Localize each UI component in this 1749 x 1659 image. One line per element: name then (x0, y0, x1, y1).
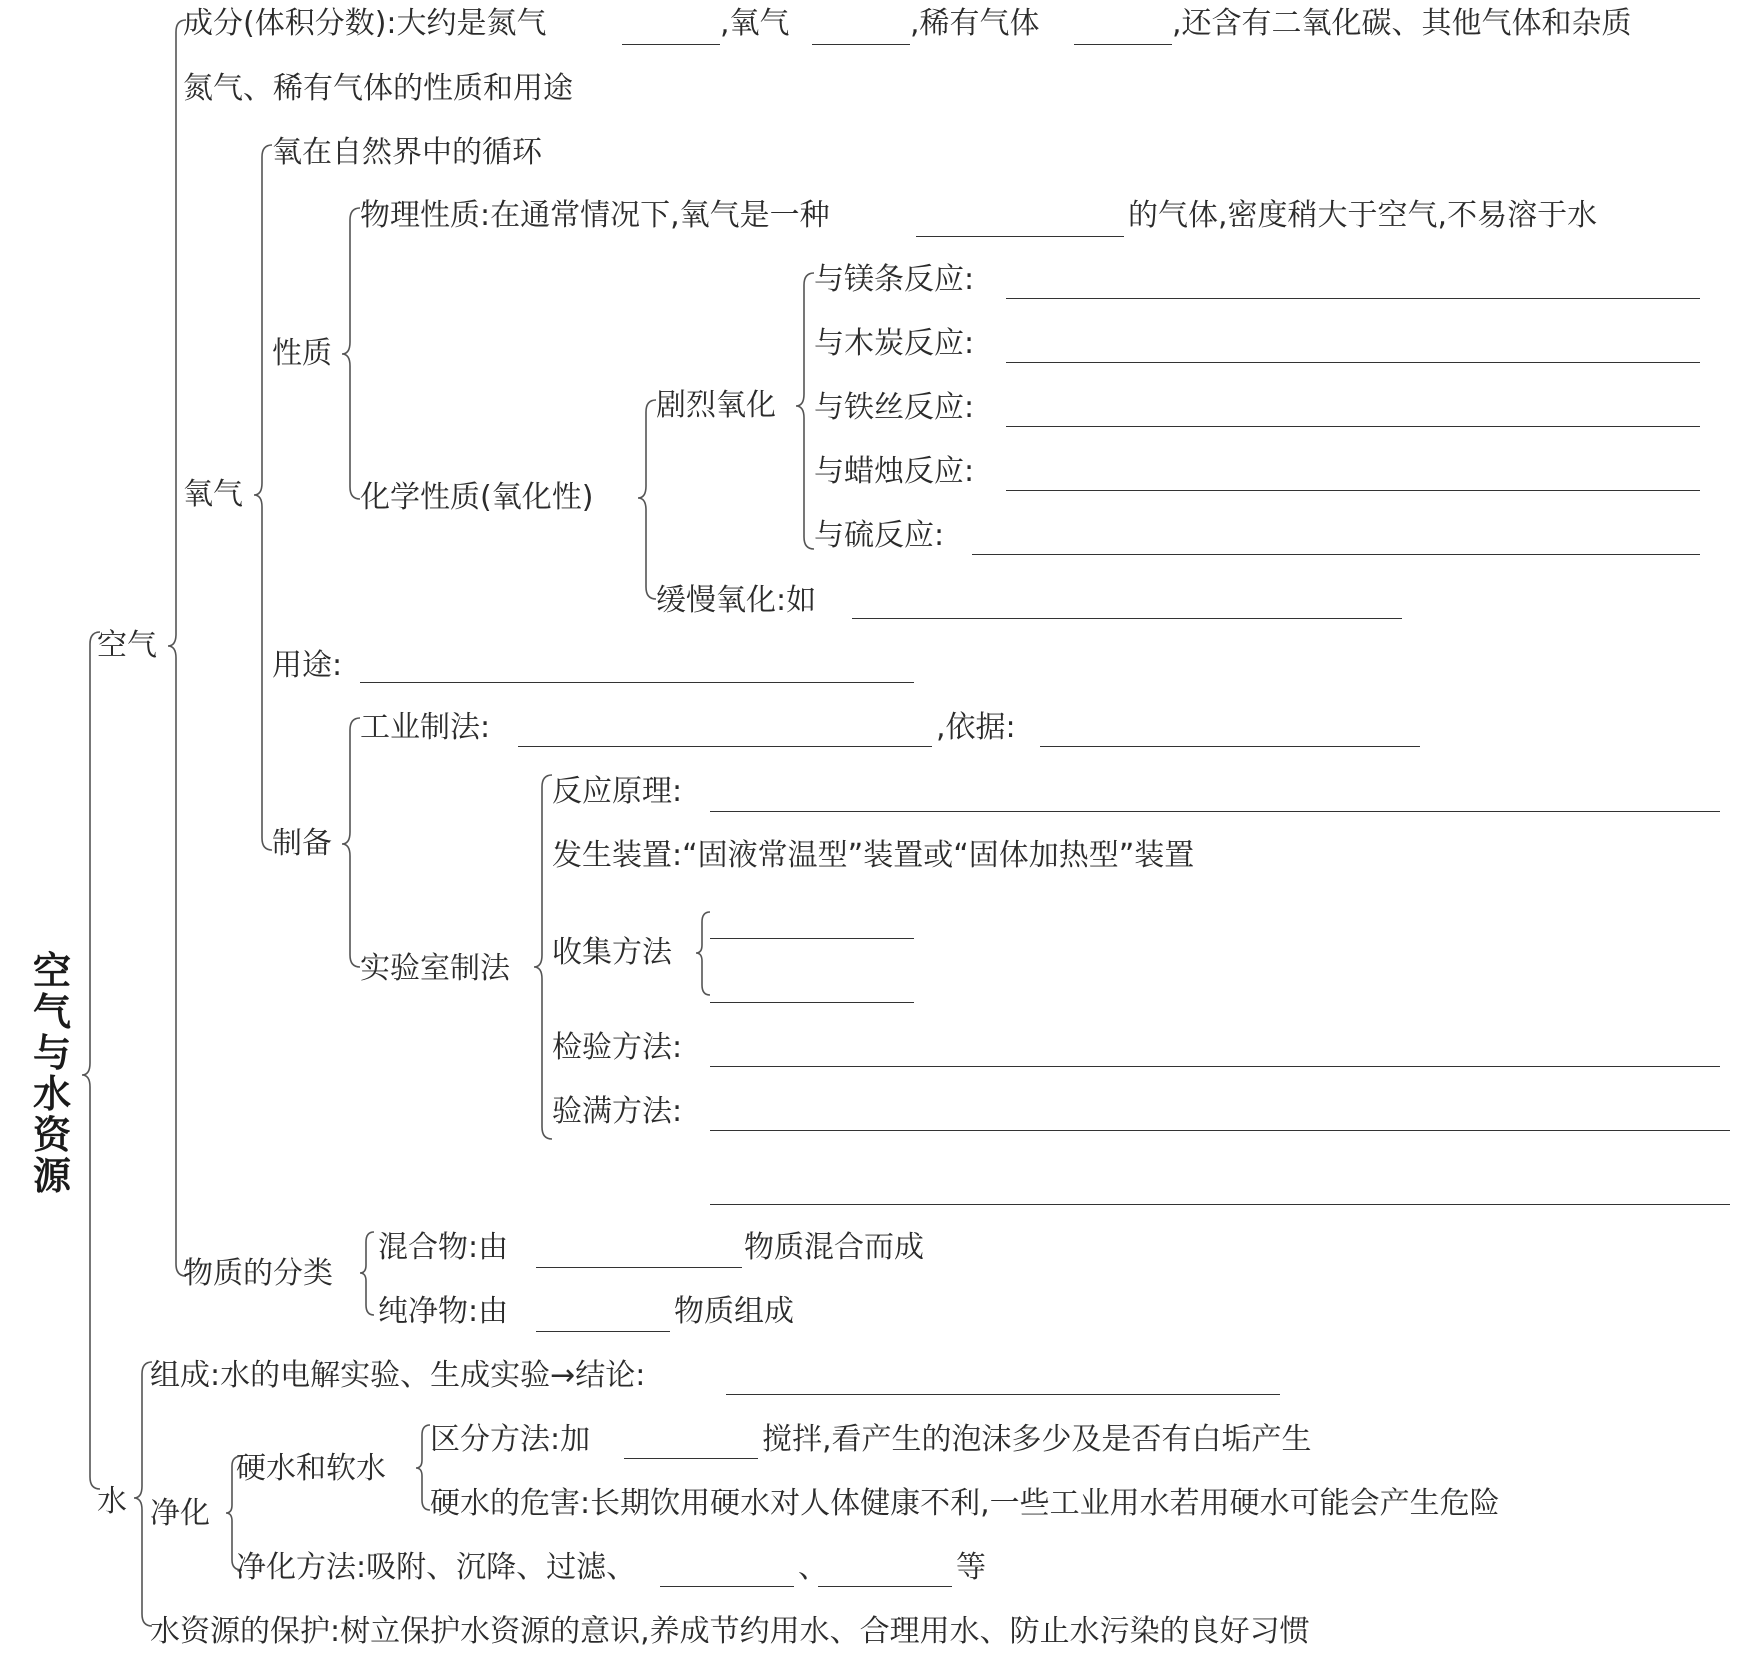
vigorous-label: 剧烈氧化 (656, 388, 776, 423)
composition-prefix: 成分(体积分数):大约是氮气 (183, 6, 547, 41)
preparation-label: 制备 (272, 826, 332, 861)
full-test-blank[interactable] (710, 1130, 1730, 1131)
collection-label: 收集方法 (552, 935, 672, 970)
reaction-charcoal: 与木炭反应: (814, 326, 975, 361)
physical-suffix: 的气体,密度稍大于空气,不易溶于水 (1128, 198, 1598, 233)
nitrogen-blank[interactable] (622, 44, 720, 45)
hard-soft-label: 硬水和软水 (236, 1451, 386, 1486)
slow-oxidation: 缓慢氧化:如 (656, 583, 817, 618)
uses-label: 用途: (272, 648, 343, 683)
full-test-blank-2[interactable] (710, 1204, 1730, 1205)
water-conclusion-blank[interactable] (726, 1394, 1280, 1395)
hard-water-harm: 硬水的危害:长期饮用硬水对人体健康不利,一些工业用水若用硬水可能会产生危险 (430, 1486, 1500, 1521)
composition-oxygen: ,氧气 (720, 6, 790, 41)
lab-label: 实验室制法 (360, 951, 510, 986)
composition-rare-gas: ,稀有气体 (910, 6, 1040, 41)
mixture-prefix: 混合物:由 (378, 1230, 509, 1265)
air-label: 空气 (97, 628, 157, 663)
industrial-basis: ,依据: (936, 710, 1016, 745)
industrial-blank[interactable] (518, 746, 932, 747)
mixture-blank[interactable] (536, 1267, 742, 1268)
distinguish-prefix: 区分方法:加 (430, 1422, 591, 1457)
reaction-candle: 与蜡烛反应: (814, 454, 975, 489)
magnesium-blank[interactable] (1006, 298, 1700, 299)
chemical-label: 化学性质(氧化性) (360, 480, 594, 515)
principle-blank[interactable] (710, 811, 1720, 812)
test-blank[interactable] (710, 1066, 1720, 1067)
apparatus-text: 发生装置:“固液常温型”装置或“固体加热型”装置 (552, 838, 1195, 873)
methods-suffix: 等 (956, 1550, 986, 1585)
full-test-label: 验满方法: (552, 1094, 683, 1129)
water-label: 水 (97, 1484, 127, 1519)
principle-label: 反应原理: (552, 774, 683, 809)
composition-suffix: ,还含有二氧化碳、其他气体和杂质 (1172, 6, 1632, 41)
pure-suffix: 物质组成 (674, 1294, 794, 1329)
sulfur-blank[interactable] (972, 554, 1700, 555)
root-title: 空气与水资源 (32, 948, 71, 1198)
pure-blank[interactable] (536, 1331, 670, 1332)
pure-prefix: 纯净物:由 (378, 1294, 509, 1329)
reaction-magnesium: 与镁条反应: (814, 262, 975, 297)
classification-label: 物质的分类 (183, 1256, 333, 1291)
industrial-prefix: 工业制法: (360, 710, 491, 745)
methods-sep: 、 (798, 1550, 828, 1585)
uses-blank[interactable] (360, 682, 914, 683)
slow-oxidation-blank[interactable] (852, 618, 1402, 619)
collection-blank-1[interactable] (710, 938, 914, 939)
candle-blank[interactable] (1006, 490, 1700, 491)
nitrogen-rare-gas: 氮气、稀有气体的性质和用途 (183, 71, 573, 106)
method-blank-1[interactable] (660, 1586, 794, 1587)
charcoal-blank[interactable] (1006, 362, 1700, 363)
reaction-iron-wire: 与铁丝反应: (814, 390, 975, 425)
oxygen-cycle: 氧在自然界中的循环 (272, 135, 542, 170)
mixture-suffix: 物质混合而成 (744, 1230, 924, 1265)
test-label: 检验方法: (552, 1030, 683, 1065)
distinguish-blank[interactable] (624, 1458, 758, 1459)
method-blank-2[interactable] (818, 1586, 952, 1587)
properties-label: 性质 (272, 336, 332, 371)
reaction-sulfur: 与硫反应: (814, 518, 945, 553)
water-protection: 水资源的保护:树立保护水资源的意识,养成节约用水、合理用水、防止水污染的良好习惯 (150, 1614, 1310, 1649)
oxygen-percent-blank[interactable] (812, 44, 910, 45)
basis-blank[interactable] (1040, 746, 1420, 747)
methods-prefix: 净化方法:吸附、沉降、过滤、 (236, 1550, 637, 1585)
collection-blank-2[interactable] (710, 1002, 914, 1003)
distinguish-suffix: 搅拌,看产生的泡沫多少及是否有白垢产生 (762, 1422, 1312, 1457)
iron-wire-blank[interactable] (1006, 426, 1700, 427)
oxygen-label: 氧气 (183, 477, 243, 512)
purification-label: 净化 (150, 1496, 210, 1531)
physical-prefix: 物理性质:在通常情况下,氧气是一种 (360, 198, 830, 233)
water-composition: 组成:水的电解实验、生成实验→结论: (150, 1358, 646, 1393)
rare-gas-blank[interactable] (1074, 44, 1172, 45)
physical-blank[interactable] (916, 236, 1124, 237)
